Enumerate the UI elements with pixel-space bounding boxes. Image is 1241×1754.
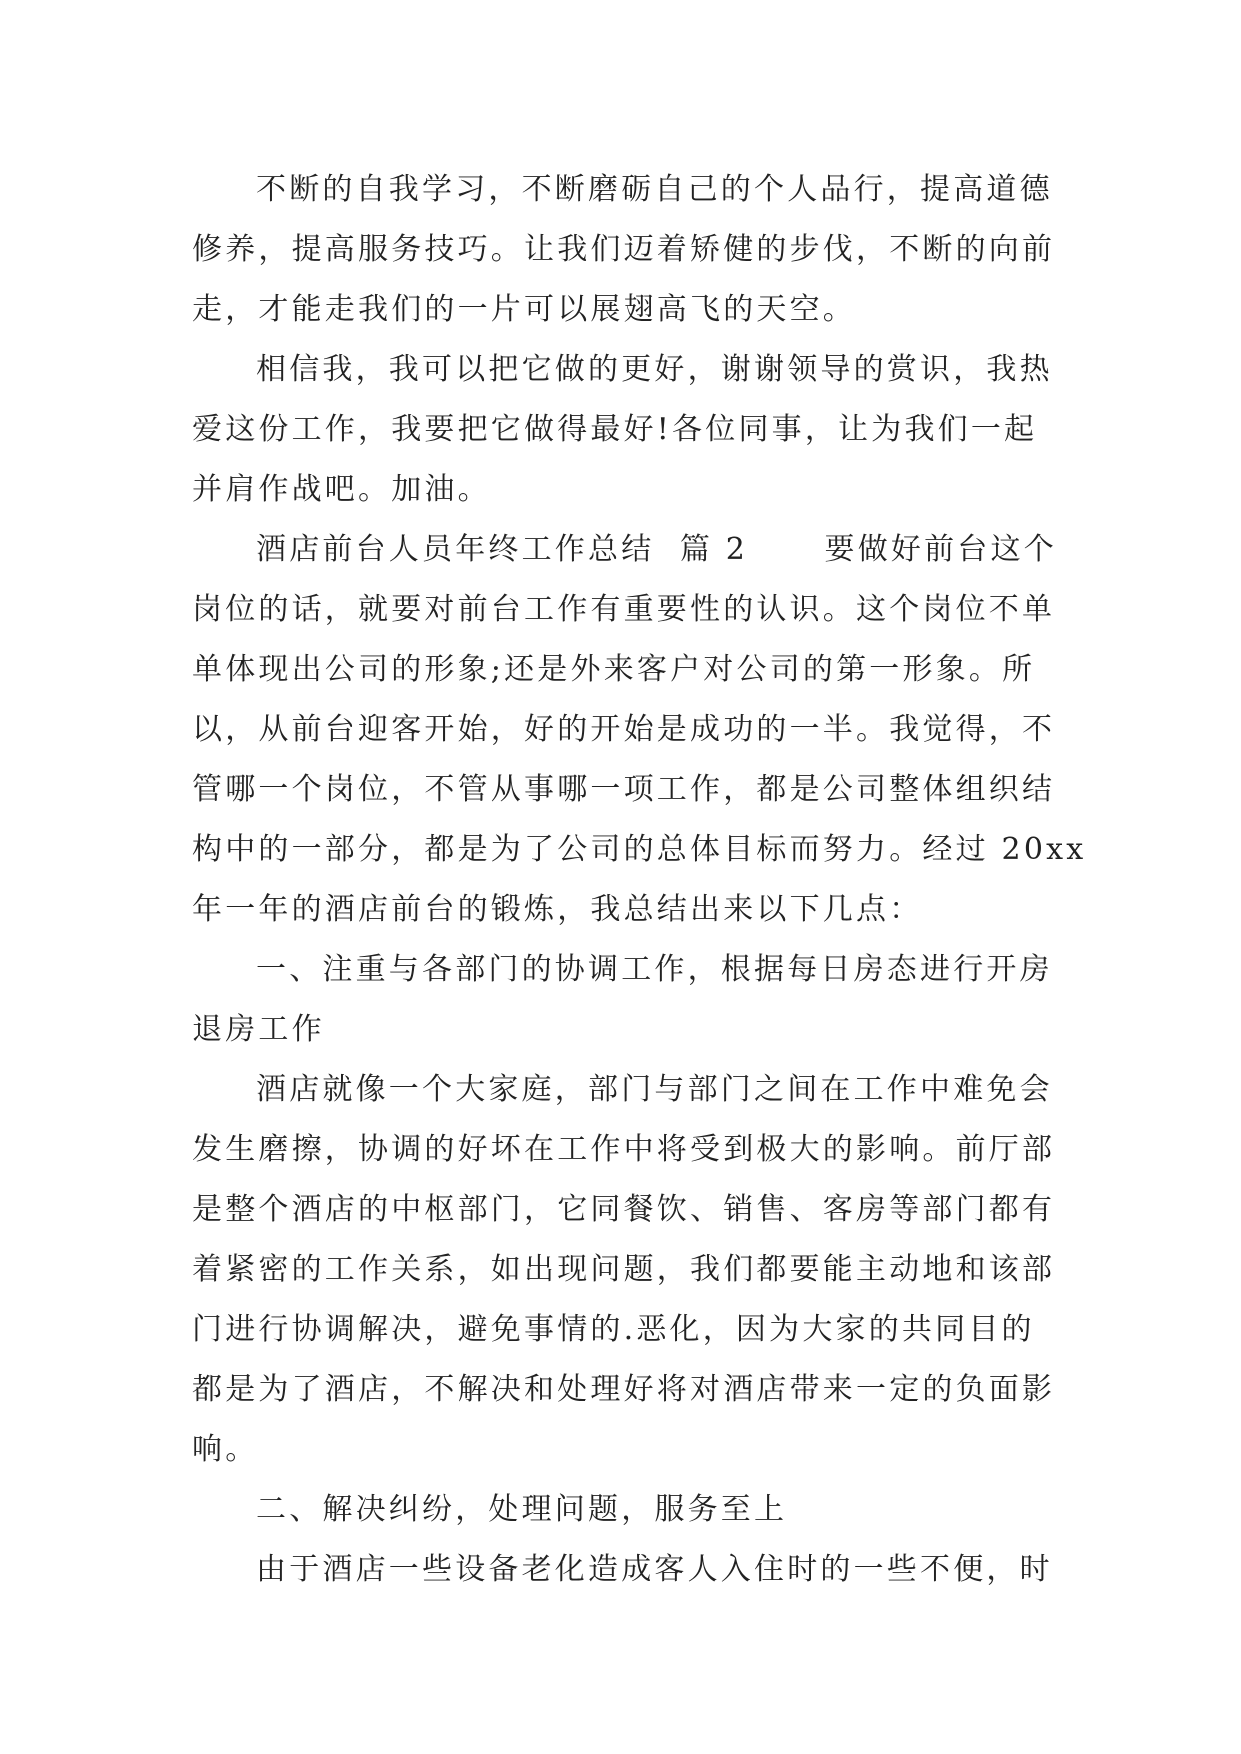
text-line: 是整个酒店的中枢部门，它同餐饮、销售、客房等部门都有 xyxy=(192,1192,1056,1227)
text-line: 走，才能走我们的一片可以展翅高飞的天空。 xyxy=(192,292,856,327)
text-line: 并肩作战吧。加油。 xyxy=(192,472,491,507)
text-line: 相信我，我可以把它做的更好，谢谢领导的赏识，我热 xyxy=(256,352,1053,387)
text-line: 响。 xyxy=(192,1432,259,1467)
list-heading-line: 二、解决纠纷，处理问题，服务至上 xyxy=(256,1492,788,1527)
text-line: 年一年的酒店前台的锻炼，我总结出来以下几点： xyxy=(192,892,923,927)
text-line: 以，从前台迎客开始，好的开始是成功的一半。我觉得，不 xyxy=(192,712,1056,747)
text-line: 构中的一部分，都是为了公司的总体目标而努力。经过 20xx xyxy=(192,832,1087,867)
text-line: 发生磨擦，协调的好坏在工作中将受到极大的影响。前厅部 xyxy=(192,1132,1056,1167)
text-line: 由于酒店一些设备老化造成客人入住时的一些不便，时 xyxy=(256,1552,1053,1587)
document-body xyxy=(192,160,1087,1600)
list-heading-line: 一、注重与各部门的协调工作，根据每日房态进行开房 xyxy=(256,952,1053,987)
text-line: 爱这份工作，我要把它做得最好!各位同事，让为我们一起 xyxy=(192,412,1038,447)
text-line: 酒店就像一个大家庭，部门与部门之间在工作中难免会 xyxy=(256,1072,1053,1107)
text-line: 单体现出公司的形象;还是外来客户对公司的第一形象。所 xyxy=(192,652,1036,687)
text-line: 着紧密的工作关系，如出现问题，我们都要能主动地和该部 xyxy=(192,1252,1056,1287)
section-heading-line: 酒店前台人员年终工作总结 篇 2 要做好前台这个 xyxy=(256,532,1057,567)
text-line: 不断的自我学习，不断磨砺自己的个人品行，提高道德 xyxy=(256,172,1053,207)
text-line: 修养，提高服务技巧。让我们迈着矫健的步伐，不断的向前 xyxy=(192,232,1056,267)
text-line: 门进行协调解决，避免事情的.恶化，因为大家的共同目的 xyxy=(192,1312,1035,1347)
text-line: 岗位的话，就要对前台工作有重要性的认识。这个岗位不单 xyxy=(192,592,1056,627)
text-line: 退房工作 xyxy=(192,1012,325,1047)
text-line: 都是为了酒店，不解决和处理好将对酒店带来一定的负面影 xyxy=(192,1372,1056,1407)
text-line: 管哪一个岗位，不管从事哪一项工作，都是公司整体组织结 xyxy=(192,772,1056,807)
